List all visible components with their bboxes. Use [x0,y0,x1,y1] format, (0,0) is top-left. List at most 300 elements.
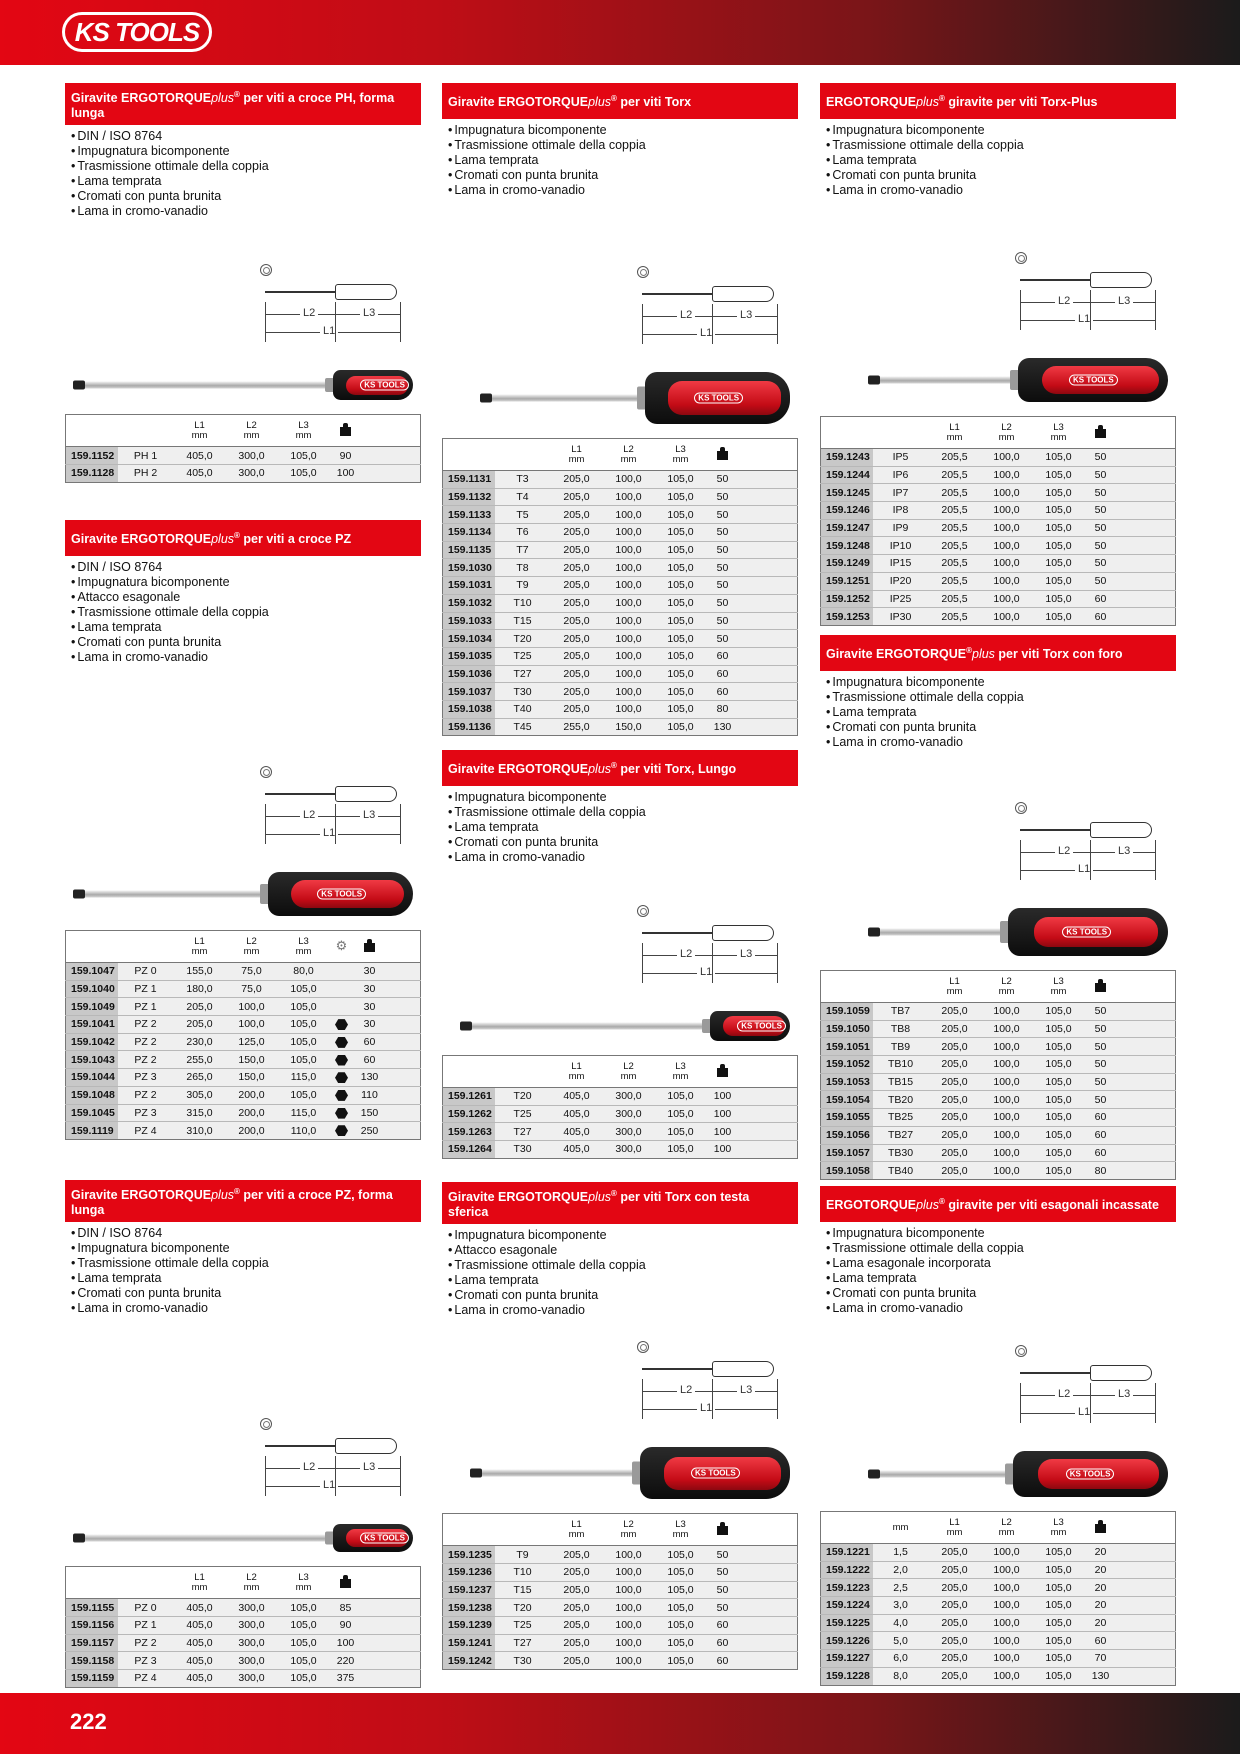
spec-table-header [66,1567,421,1599]
size: T27 [495,665,551,683]
product-illustration [65,219,421,414]
dimension: 105,0 [655,524,707,542]
section-torx [442,83,798,736]
col-l1 [929,417,981,449]
ks-tools-logo: KS TOOLS [62,12,212,52]
table-row [443,1088,798,1106]
schematic-shaft [642,1368,712,1370]
section-pz [65,520,421,1140]
table-row [443,1652,798,1670]
size: 3,0 [873,1597,929,1615]
article-code: 159.1035 [443,647,495,665]
table-row [821,1056,1176,1074]
col-l2 [981,971,1033,1003]
dimension-l1-label: L1 [1075,1406,1093,1418]
weight: 50 [1085,537,1117,555]
table-row [443,559,798,577]
article-code: 159.1048 [66,1086,118,1104]
blade [478,1470,648,1477]
handle-logo: KS TOOLS [694,393,743,404]
dimension: 100,0 [603,506,655,524]
weight-icon [339,423,352,436]
dimension: 205,0 [551,1581,603,1599]
dimension: 205,5 [929,590,981,608]
dimension: 100,0 [603,700,655,718]
dimension: 105,0 [1033,1650,1085,1668]
hex-drive-icon [335,1072,348,1083]
dimension: 105,0 [655,594,707,612]
size: PH 1 [118,447,174,465]
screwdriver-image [868,1451,1168,1497]
dimension: 105,0 [1033,590,1085,608]
dimension: 105,0 [278,980,330,998]
blade [876,377,1026,384]
dimension-l1 [1020,864,1155,878]
feature-item: • Lama in cromo-vanadio [448,183,798,198]
weight: 100 [707,1088,739,1106]
article-code: 159.1032 [443,594,495,612]
table-row [443,718,798,736]
dimension-l3-label: L3 [1115,1388,1133,1400]
filler [739,506,798,524]
title-main: ERGOTORQUE [826,1198,917,1213]
title-text [448,758,736,777]
col-unit: mm [243,1581,260,1593]
hex-drive [330,1086,354,1104]
table-row [821,1614,1176,1632]
dimension-tick [712,943,713,983]
dimension: 105,0 [278,1051,330,1069]
header-row [821,1512,1176,1544]
title-rest: per viti Torx, Lungo [616,762,737,777]
size: T5 [495,506,551,524]
article-code: 159.1038 [443,700,495,718]
title-text [826,643,1123,662]
dimension-l3-label: L3 [737,948,755,960]
blade [81,891,276,898]
dimension-tick [777,304,778,344]
size: PZ 3 [118,1652,174,1670]
feature-item: • Lama temprata [448,820,798,835]
page-number: 222 [70,1709,107,1734]
table-row [821,1650,1176,1668]
title-plus: plus [916,95,939,110]
title-main: Giravite ERGOTORQUE [826,647,967,662]
size: T6 [495,524,551,542]
col-unit: mm [191,429,208,441]
weight: 50 [707,1581,739,1599]
filler [1117,519,1176,537]
dimension: 105,0 [1033,1632,1085,1650]
dimension-l1 [265,326,400,340]
filler [739,718,798,736]
dimension: 105,0 [655,559,707,577]
filler [739,1546,798,1564]
size: T20 [495,1599,551,1617]
weight-icon [716,447,729,460]
dimension: 205,0 [551,665,603,683]
col-l3 [655,439,707,471]
article-code: 159.1238 [443,1599,495,1617]
size: PZ 4 [118,1669,174,1687]
spec-table [442,1055,798,1159]
dimension: 100,0 [603,594,655,612]
dimension: 405,0 [551,1105,603,1123]
size: 6,0 [873,1650,929,1668]
hex-drive-icon [335,1019,348,1030]
dimension: 105,0 [278,1033,330,1051]
weight: 50 [707,1599,739,1617]
size: PZ 2 [118,1033,174,1051]
schematic-driver [1020,822,1160,838]
table-row [443,1634,798,1652]
col-size [495,1056,551,1088]
dimension-tick [1090,290,1091,330]
dimension: 100,0 [603,1563,655,1581]
col-unit: mm [295,945,312,957]
dimension: 100,0 [603,1546,655,1564]
dimension-tick [712,304,713,344]
screwdriver-image [480,372,790,424]
filler [1117,1544,1176,1562]
article-code: 159.1055 [821,1109,873,1127]
article-code: 159.1042 [66,1033,118,1051]
table-row [443,683,798,701]
weight: 60 [707,1634,739,1652]
dimension-l2-label: L2 [1055,295,1073,307]
filler [1117,1038,1176,1056]
dimension: 205,5 [929,484,981,502]
size: PZ 3 [118,1069,174,1087]
title-main: Giravite ERGOTORQUE [448,1190,589,1205]
article-code: 159.1040 [66,980,118,998]
spec-table-header [821,417,1176,449]
dimension-tick [642,1379,643,1419]
table-row [821,484,1176,502]
filler [739,1616,798,1634]
col-label: L2 [246,1571,257,1583]
dimension: 205,5 [929,449,981,467]
weight: 60 [1085,1144,1117,1162]
dimension: 100,0 [603,1652,655,1670]
col-size [118,931,174,963]
section-title [442,750,798,786]
col-unit: mm [946,1526,963,1538]
col-l3 [655,1056,707,1088]
product-illustration [65,665,421,930]
dimension-l3-label: L3 [737,309,755,321]
hex-drive-icon [335,1108,348,1119]
schematic-driver [265,1438,405,1454]
filler [362,1652,421,1670]
col-label: L1 [571,443,582,455]
dimension: 205,0 [551,541,603,559]
size: IP7 [873,484,929,502]
dimension-tick [265,302,266,342]
article-code: 159.1221 [821,1544,873,1562]
dimension: 100,0 [981,1109,1033,1127]
dimension: 125,0 [226,1033,278,1051]
dimension-l2-label: L2 [1055,845,1073,857]
feature-item: • Lama temprata [826,153,1176,168]
size: T25 [495,647,551,665]
dimension: 100,0 [981,1073,1033,1091]
dimension: 205,0 [174,1016,226,1034]
dimension: 105,0 [1033,1162,1085,1180]
feature-item: • Lama in cromo-vanadio [448,1303,798,1318]
weight-icon [1094,425,1107,438]
dimension: 105,0 [655,700,707,718]
filler [739,700,798,718]
dimension: 100,0 [603,647,655,665]
col-l1 [929,1512,981,1544]
table-row [821,1020,1176,1038]
section-title [65,1180,421,1222]
feature-item: • Impugnatura bicomponente [826,123,1176,138]
article-code: 159.1128 [66,464,118,482]
article-code: 159.1249 [821,555,873,573]
dimension: 205,0 [551,471,603,489]
title-registered: ® [939,94,945,104]
title-main: Giravite ERGOTORQUE [71,532,212,547]
size: T25 [495,1105,551,1123]
dimension: 105,0 [1033,1544,1085,1562]
size: T8 [495,559,551,577]
spec-table-body [443,1546,798,1670]
col-weight [707,1514,739,1546]
dimension: 150,0 [226,1051,278,1069]
dimension: 205,5 [929,466,981,484]
title-plus: plus [972,647,995,662]
dimension: 405,0 [551,1123,603,1141]
table-row [66,963,421,981]
dimension: 205,0 [551,647,603,665]
table-row [821,1579,1176,1597]
dimension: 100,0 [981,1632,1033,1650]
dimension: 105,0 [655,612,707,630]
col-unit: mm [1050,1526,1067,1538]
filler [739,1599,798,1617]
schematic-driver [642,286,782,302]
col-l2 [981,417,1033,449]
table-row [443,541,798,559]
dimension-line [642,1391,777,1392]
dimension: 105,0 [1033,1003,1085,1021]
feature-item: • Cromati con punta brunita [826,720,1176,735]
dimension-tick [777,943,778,983]
dimension: 100,0 [981,502,1033,520]
spec-table [820,1511,1176,1686]
blade-tip [868,1470,880,1479]
dimension-l2-l3 [265,810,400,824]
size: T3 [495,471,551,489]
schematic-handle [335,1438,397,1454]
dimension: 105,0 [655,647,707,665]
dimension: 205,0 [551,1634,603,1652]
table-row [821,537,1176,555]
weight: 50 [707,1546,739,1564]
handle [268,872,413,916]
filler [1117,1614,1176,1632]
dimension: 105,0 [1033,502,1085,520]
dimension: 205,0 [929,1003,981,1021]
handle-logo: KS TOOLS [737,1021,786,1032]
article-code: 159.1239 [443,1616,495,1634]
spec-table-header [443,1514,798,1546]
spec-table [442,438,798,736]
col-l1 [174,931,226,963]
dimension: 205,0 [551,488,603,506]
dimension-l2-l3 [1020,296,1155,310]
feature-item: • Impugnatura bicomponente [448,1228,798,1243]
dimension: 300,0 [226,1599,278,1617]
dimension-l3-label: L3 [1115,295,1133,307]
dimension: 105,0 [278,1016,330,1034]
dimension-line [1020,852,1155,853]
hex-drive [330,1069,354,1087]
dimension: 100,0 [981,1667,1033,1685]
col-label: L1 [949,1516,960,1528]
blade-tip [868,928,880,937]
dimension: 205,5 [929,572,981,590]
col-l2 [981,1512,1033,1544]
weight: 60 [354,1033,386,1051]
article-code: 159.1235 [443,1546,495,1564]
dimension-l1 [1020,314,1155,328]
col-l3 [278,931,330,963]
weight: 90 [330,1616,362,1634]
dimension: 205,0 [929,1597,981,1615]
filler [739,683,798,701]
schematic-shaft [1020,829,1090,831]
schematic-handle [1090,272,1152,288]
size: IP10 [873,537,929,555]
table-row [821,1091,1176,1109]
size: T25 [495,1616,551,1634]
article-code: 159.1261 [443,1088,495,1106]
product-illustration [65,1316,421,1566]
article-code: 159.1054 [821,1091,873,1109]
weight: 80 [1085,1162,1117,1180]
dimension: 110,0 [278,1122,330,1140]
feature-item: • Lama temprata [826,705,1176,720]
blade [81,382,341,389]
blade-tip [73,1534,85,1543]
article-code: 159.1224 [821,1597,873,1615]
title-rest: per viti Torx con testa sferica [448,1190,750,1220]
size: IP25 [873,590,929,608]
blade-tip [470,1469,482,1478]
dimension: 105,0 [655,1123,707,1141]
col-label: L3 [1053,421,1064,433]
table-row [66,998,421,1016]
dimension: 205,0 [551,524,603,542]
weight: 20 [1085,1561,1117,1579]
filler [386,1016,421,1034]
table-row [821,466,1176,484]
dimension: 100,0 [603,559,655,577]
size: PZ 2 [118,1086,174,1104]
dimension: 100,0 [603,471,655,489]
table-row [443,577,798,595]
feature-item: • Trasmissione ottimale della coppia [71,605,421,620]
dimension: 100,0 [981,537,1033,555]
article-code: 159.1226 [821,1632,873,1650]
dimension: 100,0 [981,1003,1033,1021]
article-code: 159.1057 [821,1144,873,1162]
dimension: 105,0 [1033,572,1085,590]
section-title [65,520,421,556]
col-filler [1117,1512,1176,1544]
col-label: L3 [675,1060,686,1072]
dimension: 205,0 [551,594,603,612]
weight: 60 [707,683,739,701]
spec-table-header [443,1056,798,1088]
dimension: 405,0 [551,1141,603,1159]
dimension-l2-l3 [265,1462,400,1476]
dimension: 205,5 [929,519,981,537]
table-row [443,700,798,718]
dimension: 105,0 [655,683,707,701]
filler [739,665,798,683]
spec-table-body [821,449,1176,626]
col-hex [330,931,354,963]
handle [640,1447,790,1499]
size: PZ 4 [118,1122,174,1140]
title-rest: per viti Torx [616,95,692,110]
dimension: 100,0 [603,683,655,701]
feature-item: • Cromati con punta brunita [71,635,421,650]
col-weight [1085,417,1117,449]
dimension-tick [1020,290,1021,330]
size: PZ 1 [118,980,174,998]
section-ph-long [65,83,421,483]
table-row [443,1141,798,1159]
product-illustration [442,865,798,1055]
filler [1117,1561,1176,1579]
hex-drive [330,1104,354,1122]
col-l3 [278,1567,330,1599]
title-main: ERGOTORQUE [826,95,917,110]
table-row [443,471,798,489]
filler [739,612,798,630]
dimension-l2-l3 [642,310,777,324]
size: TB20 [873,1091,929,1109]
filler [362,1634,421,1652]
dimension: 100,0 [981,484,1033,502]
feature-item: • Cromati con punta brunita [826,1286,1176,1301]
weight: 60 [707,1652,739,1670]
col-l1 [551,439,603,471]
filler [386,1104,421,1122]
article-code: 159.1132 [443,488,495,506]
schematic-driver [1020,272,1160,288]
table-row [443,506,798,524]
dimension: 100,0 [226,1016,278,1034]
table-row [821,1144,1176,1162]
dimension: 105,0 [655,1546,707,1564]
table-row [821,1561,1176,1579]
col-size [118,1567,174,1599]
dimension: 205,0 [929,1579,981,1597]
col-unit: mm [946,985,963,997]
dimension-tick [335,302,336,342]
dimension-tick [1155,1383,1156,1423]
title-rest: per viti a croce PZ [239,532,352,547]
dimension: 100,0 [226,998,278,1016]
filler [1117,1073,1176,1091]
dimension: 105,0 [655,1563,707,1581]
